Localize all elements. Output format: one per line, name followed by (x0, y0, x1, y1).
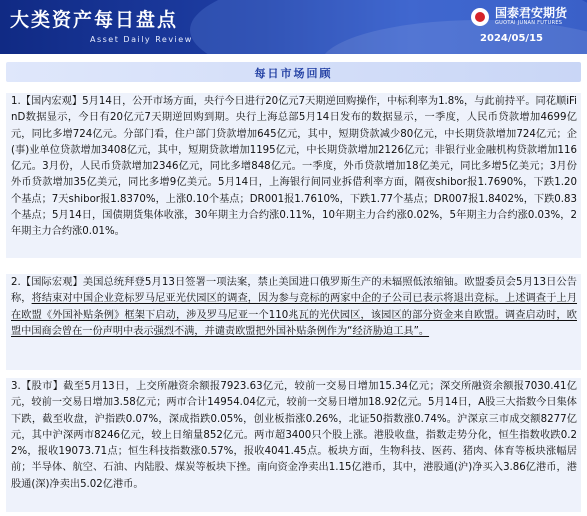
paragraph-text: 3.【股市】截至5月13日，上交所融资余额报7923.63亿元，较前一交易日增加15.34亿元；深交所融资余额报7030.41亿元，较前一交易日增加3.58亿元；两市合计14954.04亿元，较前一交易日增加18.92亿元。5月14日，A股三大指数今日集体下跌，截至收盘，沪指跌0.07%，深成指跌0.05%，创业板指涨0.26%，北证50指数涨0.74%。沪深京三市成交额8277亿元，其中沪深两市8246亿元，较上日缩量852亿元。两市超3400只个股上涨。港股收盘，指数走势分化，恒生指数收跌0.22%，报收19073.71点；恒生科技指数涨0.57%，报收4041.45点。板块方面，生物科技、医药、猪肉、体育等板块涨幅居前；半导体、航空、石油、内陆股、煤炭等板块下挫。南向资金净卖出1.15亿港币，其中，港股通(沪)净买入3.86亿港币，港股通(深)净卖出5.02亿港币。 (11, 381, 577, 490)
report-subtitle: Asset Daily Review (90, 35, 193, 44)
paragraph-block-stock-market (6, 378, 581, 512)
brand-logo-icon (471, 8, 489, 26)
brand-text (495, 7, 567, 27)
paragraph-block-domestic-macro (6, 93, 581, 258)
paragraph-underlined-text: 将结束对中国企业竞标罗马尼亚光伏园区的调查，因为参与竞标的两家中企的子公司已表示将退出竞标。上述调查于上月在欧盟《外国补贴条例》框架下启动，涉及罗马尼亚一个110兆瓦的光伏园区，该园区的部分资金来自欧盟。调查启动时，欧盟中国商会曾在一份声明中表示强烈不满，并谴责欧盟把外国补贴条例作为“经济胁迫工具”。 (11, 293, 578, 337)
report-title: 大类资产每日盘点 (10, 9, 179, 31)
section-title: 每日市场回顾 (254, 67, 333, 80)
paragraph-text: 1.【国内宏观】5月14日，公开市场方面，央行今日进行20亿元7天期逆回购操作，中标利率为1.8%，与此前持平。同花顺iFinD数据显示，今日有20亿元7天期逆回购到期。央行上海总部5月14日发布的数据显示，一季度，人民币贷款增加4699亿元，同比多增724亿元。分部门看，住户部门贷款增加645亿元，其中，短期贷款减少80亿元，中长期贷款增加724亿元；企(事)业单位贷款增加3408亿元，其中，短期贷款增加1195亿元，中长期贷款增加2126亿元；非银行业金融机构贷款增加116亿元。3月份，人民币贷款增加2346亿元，同比多增848亿元。一季度，外币贷款增加18亿美元，同比多增5亿美元；3月份外币贷款增加35亿美元，同比多增9亿美元。5月14日，上海银行间同业拆借利率方面，隔夜shibor报1.7690%，下跌1.20个基点；7天shibor报1.8370%，上涨0.10个基点；DR001报1.7610%，下跌1.77个基点；DR007报1.8402%，下跌0.83个基点；5月14日，国债期货集体收涨，30年期主力合约涨0.11%，10年期主力合约涨0.02%，5年期主力合约涨0.03%，2年期主力合约涨0.01%。 (11, 96, 577, 238)
report-header (0, 0, 587, 54)
paragraph-international-macro (11, 275, 577, 340)
brand-name-cn: 国泰君安期货 (494, 6, 567, 20)
paragraph-stock-market (11, 379, 577, 493)
section-header (6, 62, 581, 82)
paragraph-block-international-macro (6, 274, 581, 370)
brand-name-en: GUOTAI JUNAN FUTURES (494, 20, 563, 26)
paragraph-domestic-macro (11, 94, 577, 241)
report-date: 2024/05/15 (480, 33, 543, 44)
paragraph-text: 2.【国际宏观】美国总统拜登5月13日签署一项法案，禁止美国进口俄罗斯生产的未辐照低浓缩铀。欧盟委员会5月13日公告称， (11, 277, 577, 305)
brand (471, 7, 567, 27)
